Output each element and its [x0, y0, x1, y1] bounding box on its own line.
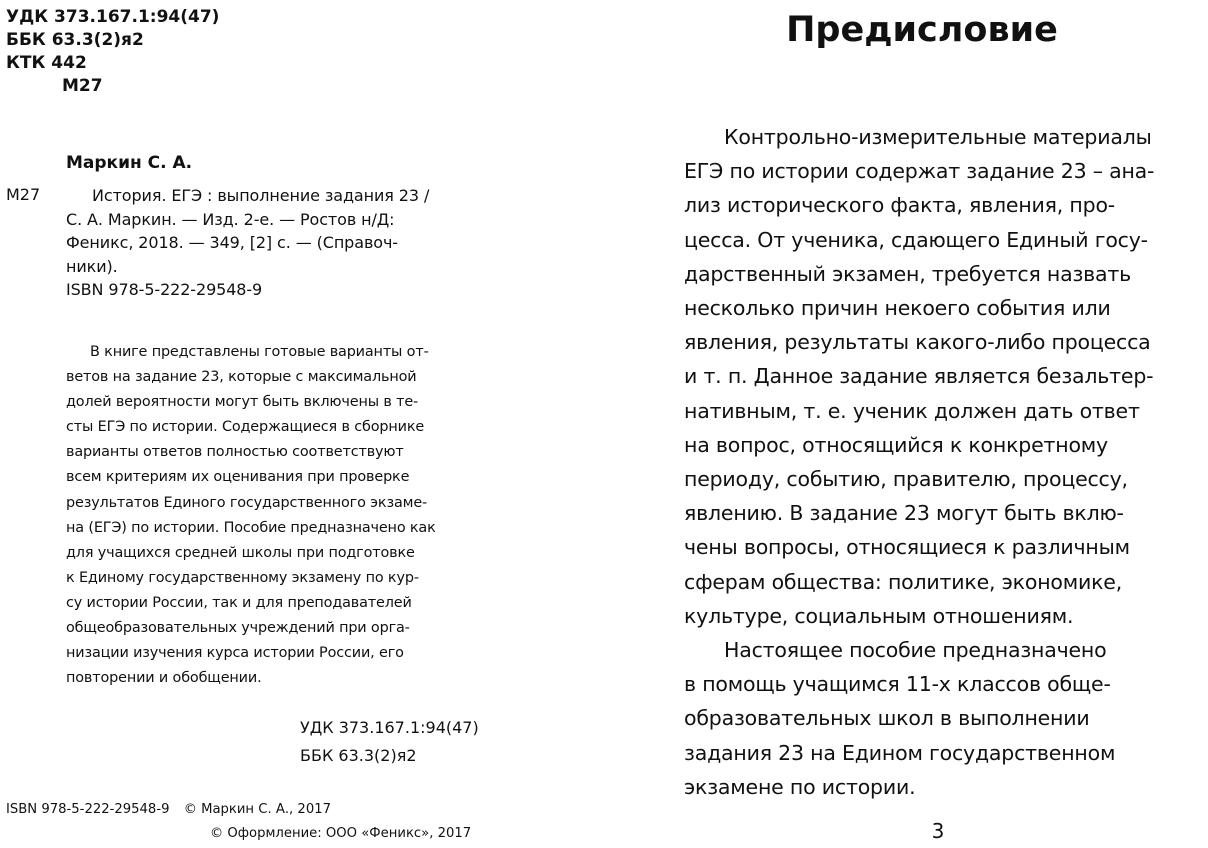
annotation-line: всем критериям их оценивания при проверке: [66, 469, 410, 486]
footer-line-1: [6, 798, 471, 822]
annotation-line: низации изучения курса истории России, его: [66, 645, 404, 662]
preface-line: задания 23 на Едином государственном: [684, 740, 1116, 765]
left-page: [0, 0, 600, 848]
annotation-line: сты ЕГЭ по истории. Содержащиеся в сборнике: [66, 419, 425, 436]
biblio-line: С. А. Маркин. — Изд. 2-е. — Ростов н/Д:: [66, 209, 395, 229]
preface-line: чены вопросы, относящиеся к различным: [684, 535, 1130, 560]
footer-isbn: ISBN 978-5-222-29548-9: [6, 802, 170, 817]
annotation-line: ветов на задание 23, которые с максимальной: [66, 369, 417, 386]
preface-line: Настоящее пособие предназначено: [724, 638, 1107, 663]
preface-line: экзамене по истории.: [684, 774, 916, 799]
page-number: 3: [931, 819, 945, 843]
author-name: Маркин С. А.: [66, 153, 193, 173]
preface-line: и т. п. Данное задание является безальтер-: [684, 364, 1154, 389]
preface-line: Контрольно-измерительные материалы: [724, 125, 1152, 149]
biblio-line: История. ЕГЭ : выполнение задания 23 /: [92, 186, 430, 205]
author-mark-margin: М27: [6, 185, 41, 204]
author-mark: М27: [62, 76, 103, 96]
preface-line: несколько причин некоего события или: [684, 296, 1111, 321]
annotation-line: долей вероятности могут быть включены в те-: [66, 394, 419, 411]
annotation-line: В книге представлены готовые варианты от-: [90, 344, 429, 360]
bbk-code: ББК 63.3(2)я2: [6, 30, 144, 50]
preface-line: явлению. В задание 23 могут быть вклю-: [684, 501, 1124, 526]
copyright-footer: [6, 798, 471, 846]
copyright-design: © Оформление: ООО «Феникс», 2017: [210, 826, 472, 841]
annotation-line: повторении и обобщении.: [66, 670, 262, 687]
preface-line: лиз исторического факта, явления, про-: [684, 193, 1115, 218]
annotation-line: варианты ответов полностью соответствуют: [66, 444, 404, 461]
annotation-line: су истории России, так и для преподавателей: [66, 594, 412, 611]
preface-line: явления, результаты какого-либо процесса: [684, 330, 1151, 355]
ktk-code: КТК 442: [6, 53, 87, 73]
preface-line: периоду, событию, правителю, процессу,: [684, 467, 1128, 492]
annotation: [66, 340, 526, 691]
preface-line: в помощь учащимся 11-х классов обще-: [684, 672, 1111, 697]
isbn-line: ISBN 978-5-222-29548-9: [66, 280, 263, 299]
preface-line: образовательных школ в выполнении: [684, 706, 1090, 731]
udk-code-bottom: УДК 373.167.1:94(47): [300, 718, 479, 737]
classification-codes: [6, 6, 219, 98]
bibliographic-description: [66, 184, 526, 302]
preface-line: на вопрос, относящийся к конкретному: [684, 432, 1108, 457]
class-codes-bottom: [300, 714, 479, 770]
copyright-author: © Маркин С. А., 2017: [183, 802, 331, 817]
dotted-rule: [684, 70, 1204, 78]
annotation-line: на (ЕГЭ) по истории. Пособие предназначено как: [66, 519, 436, 536]
bbk-code-bottom: ББК 63.3(2)я2: [300, 746, 417, 765]
biblio-line: Феникс, 2018. — 349, [2] с. — (Справоч-: [66, 233, 398, 252]
annotation-line: для учащихся средней школы при подготовке: [66, 544, 415, 561]
annotation-line: общеобразовательных учреждений при орга-: [66, 620, 410, 637]
annotation-line: к Единому государственному экзамену по кур-: [66, 569, 419, 586]
preface-line: ЕГЭ по истории содержат задание 23 – ана-: [684, 159, 1155, 184]
annotation-line: результатов Единого государственного экзаме-: [66, 494, 428, 511]
preface-line: цесса. От ученика, сдающего Единый госу-: [684, 227, 1148, 252]
page-title: Предисловие: [786, 10, 1058, 50]
biblio-line: ники).: [66, 256, 118, 276]
preface-line: сферам общества: политике, экономике,: [684, 569, 1123, 594]
right-page: [636, 0, 1208, 848]
udk-code: УДК 373.167.1:94(47): [6, 7, 220, 27]
preface-line: культуре, социальным отношениям.: [684, 603, 1074, 628]
preface-line: нативным, т. е. ученик должен дать ответ: [684, 398, 1140, 423]
preface-line: дарственный экзамен, требуется назвать: [684, 261, 1132, 286]
preface-text: [684, 120, 1204, 804]
